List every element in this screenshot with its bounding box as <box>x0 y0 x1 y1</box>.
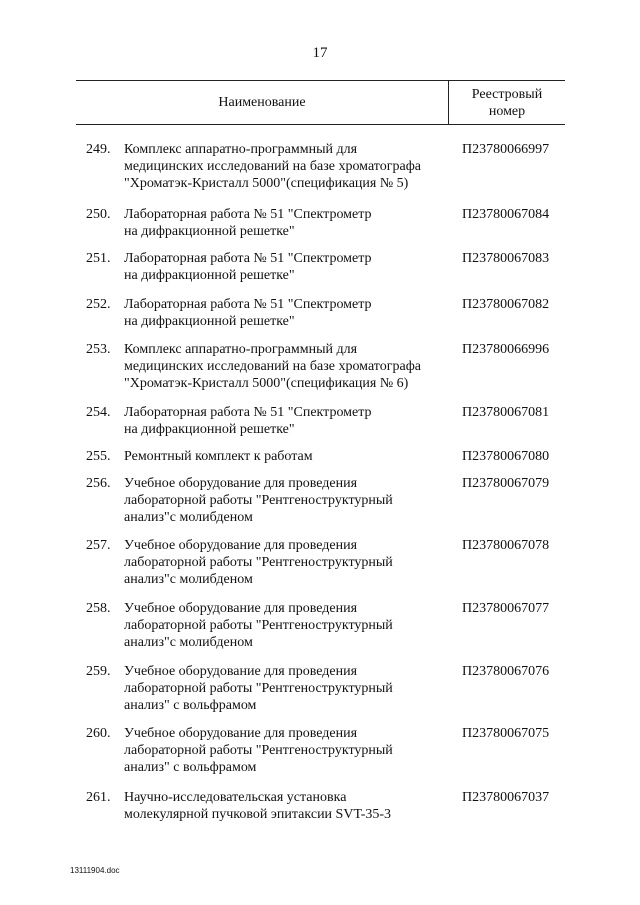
row-index: 257. <box>86 538 111 553</box>
row-reg-number: П23780066996 <box>462 342 550 357</box>
row-name: Комплекс аппаратно-программный для медицинских исследований на базе хроматографа "Хроматэк-Кристалл 5000"(спецификация № 6) <box>124 342 421 391</box>
registry-table <box>76 80 565 822</box>
page-number: 17 <box>312 45 328 61</box>
row-index: 256. <box>86 476 111 491</box>
table-header <box>76 80 565 125</box>
row-index: 253. <box>86 342 111 357</box>
row-name: Учебное оборудование для проведения лабораторной работы "Рентгеноструктурный анализ" с вольфрамом <box>124 726 393 775</box>
row-index: 261. <box>86 790 111 805</box>
row-reg-number: П23780067083 <box>462 251 550 266</box>
row-index: 259. <box>86 664 111 679</box>
row-name: Учебное оборудование для проведения лабораторной работы "Рентгеноструктурный анализ"с молибденом <box>124 476 393 525</box>
row-index: 254. <box>86 405 111 420</box>
row-index: 249. <box>86 142 111 157</box>
row-index: 258. <box>86 601 111 616</box>
row-name: Ремонтный комплект к работам <box>124 449 313 464</box>
row-reg-number: П23780067079 <box>462 476 550 491</box>
row-name: Комплекс аппаратно-программный для медицинских исследований на базе хроматографа "Хроматэк-Кристалл 5000"(спецификация № 5) <box>124 142 421 191</box>
header-reg-line1: Реестровый <box>471 86 543 102</box>
row-index: 252. <box>86 297 111 312</box>
row-index: 250. <box>86 207 111 222</box>
row-reg-number: П23780066997 <box>462 142 550 157</box>
row-name: Лабораторная работа № 51 "Спектрометр на дифракционной решетке" <box>124 251 372 283</box>
row-reg-number: П23780067080 <box>462 449 550 464</box>
header-reg-number <box>448 81 565 124</box>
row-name: Учебное оборудование для проведения лабораторной работы "Рентгеноструктурный анализ" с вольфрамом <box>124 664 393 713</box>
row-name: Учебное оборудование для проведения лабораторной работы "Рентгеноструктурный анализ"с молибденом <box>124 601 393 650</box>
header-reg-line2: номер <box>488 103 526 119</box>
row-reg-number: П23780067075 <box>462 726 550 741</box>
row-index: 251. <box>86 251 111 266</box>
header-name: Наименование <box>218 94 306 110</box>
row-name: Научно-исследовательская установка молекулярной пучковой эпитаксии SVT-35-3 <box>124 790 392 822</box>
row-index: 260. <box>86 726 111 741</box>
document-filename: 13111904.doc <box>70 866 120 875</box>
row-name: Лабораторная работа № 51 "Спектрометр на дифракционной решетке" <box>124 207 372 239</box>
row-name: Учебное оборудование для проведения лабораторной работы "Рентгеноструктурный анализ"с молибденом <box>124 538 393 587</box>
row-reg-number: П23780067077 <box>462 601 550 616</box>
row-name: Лабораторная работа № 51 "Спектрометр на дифракционной решетке" <box>124 297 372 329</box>
row-index: 255. <box>86 449 111 464</box>
row-reg-number: П23780067078 <box>462 538 550 553</box>
row-name: Лабораторная работа № 51 "Спектрометр на дифракционной решетке" <box>124 405 372 437</box>
row-reg-number: П23780067081 <box>462 405 550 420</box>
row-reg-number: П23780067076 <box>462 664 550 679</box>
row-reg-number: П23780067084 <box>462 207 550 222</box>
row-reg-number: П23780067082 <box>462 297 550 312</box>
row-reg-number: П23780067037 <box>462 790 550 805</box>
